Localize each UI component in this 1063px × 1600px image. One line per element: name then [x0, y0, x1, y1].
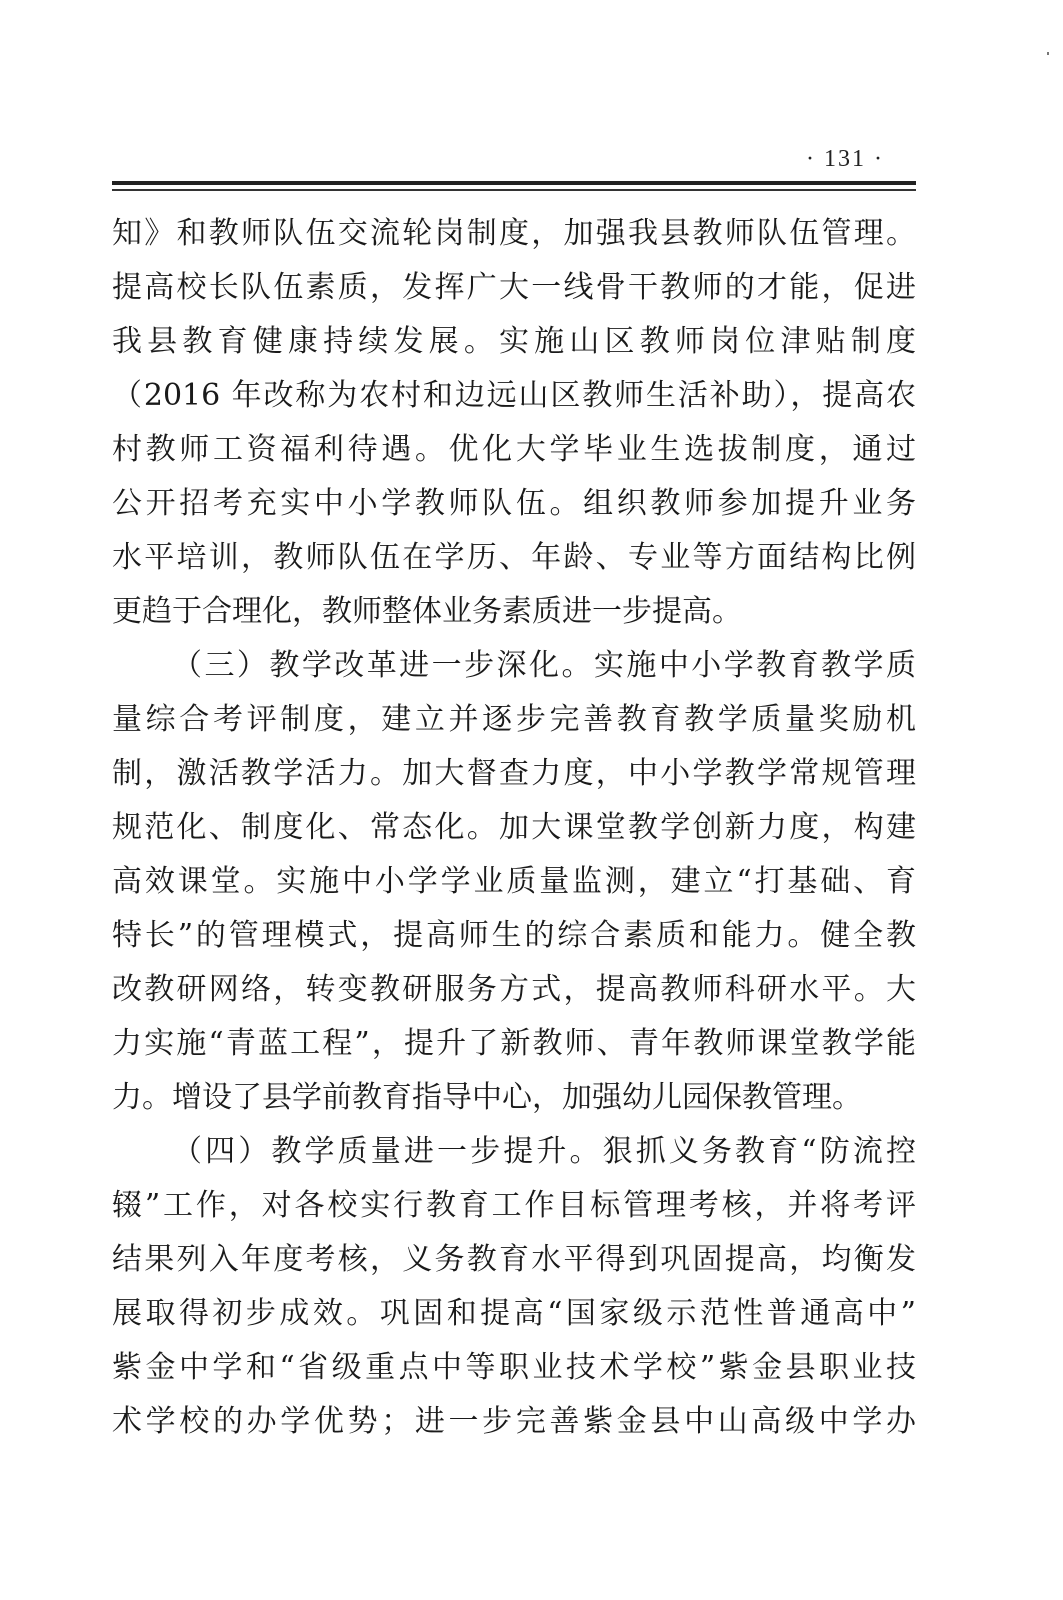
text-line: 改教研网络，转变教研服务方式，提高教师科研水平。大 — [112, 972, 916, 1007]
text-line: 公开招考充实中小学教师队伍。组织教师参加提升业务 — [112, 486, 916, 521]
text-line: 知》和教师队伍交流轮岗制度，加强我县教师队伍管理。 — [112, 216, 916, 251]
text-line: 结果列入年度考核，义务教育水平得到巩固提高，均衡发 — [112, 1242, 916, 1277]
body-text — [112, 207, 916, 1449]
text-line: 展取得初步成效。巩固和提高“国家级示范性普通高中” — [112, 1296, 916, 1331]
text-line: 水平培训，教师队伍在学历、年龄、专业等方面结构比例 — [112, 540, 916, 575]
text-line: 术学校的办学优势；进一步完善紫金县中山高级中学办 — [112, 1404, 916, 1439]
page-number: · 131 · — [806, 146, 884, 172]
text-line: 村教师工资福利待遇。优化大学毕业生选拔制度，通过 — [112, 432, 916, 467]
text-line: 紫金中学和“省级重点中等职业技术学校”紫金县职业技 — [112, 1350, 916, 1385]
text-line: （2016 年改称为农村和边远山区教师生活补助），提高农 — [112, 378, 916, 413]
text-line: 我县教育健康持续发展。实施山区教师岗位津贴制度 — [112, 324, 916, 359]
text-line: 制，激活教学活力。加大督查力度，中小学教学常规管理 — [112, 756, 916, 791]
section-heading-line: （三）教学改革进一步深化。实施中小学教育教学质 — [172, 648, 916, 683]
text-line: 力实施“青蓝工程”，提升了新教师、青年教师课堂教学能 — [112, 1026, 916, 1061]
text-line: 高效课堂。实施中小学学业质量监测，建立“打基础、育 — [112, 864, 916, 899]
text-line: 辍”工作，对各校实行教育工作目标管理考核，并将考评 — [112, 1188, 916, 1223]
header-rule-thin — [112, 189, 916, 191]
text-line: 量综合考评制度，建立并逐步完善教育教学质量奖励机 — [112, 702, 916, 737]
text-line: 力。增设了县学前教育指导中心，加强幼儿园保教管理。 — [112, 1080, 862, 1115]
text-line: 更趋于合理化，教师整体业务素质进一步提高。 — [112, 594, 742, 629]
header-rule-thick — [112, 181, 916, 185]
text-line: 规范化、制度化、常态化。加大课堂教学创新力度，构建 — [112, 810, 916, 845]
scan-speck — [1047, 52, 1049, 55]
text-line: 特长”的管理模式，提高师生的综合素质和能力。健全教 — [112, 918, 916, 953]
section-heading-line: （四）教学质量进一步提升。狠抓义务教育“防流控 — [172, 1134, 916, 1169]
text-line: 提高校长队伍素质，发挥广大一线骨干教师的才能，促进 — [112, 270, 916, 305]
